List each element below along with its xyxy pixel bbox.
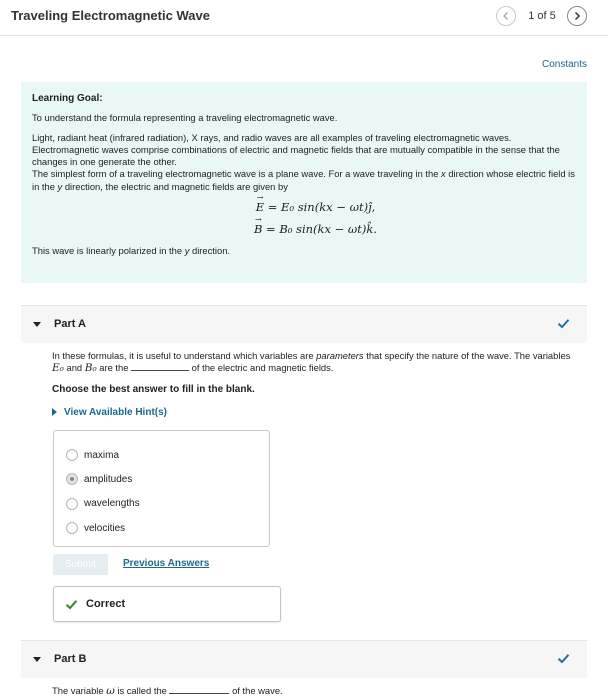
next-item-button[interactable] — [567, 6, 587, 26]
option-label: velocities — [84, 522, 126, 534]
correct-check-icon — [65, 599, 78, 610]
magnetic-field-equation: → B = B₀ sin(kx − ωt)k̂. — [54, 222, 577, 236]
previous-item-button[interactable] — [496, 6, 516, 26]
learning-goal-title: Learning Goal: — [32, 93, 103, 104]
part-b-question: The variable ω is called the of the wave. — [52, 685, 283, 697]
constants-link[interactable]: Constants — [541, 59, 587, 70]
fill-in-blank — [169, 685, 229, 694]
part-a-header[interactable] — [21, 305, 587, 343]
part-b-title: Part B — [54, 653, 87, 665]
part-a-title: Part A — [54, 318, 86, 330]
radio-button[interactable] — [66, 498, 78, 510]
fill-in-blank — [131, 362, 189, 371]
page-title: Traveling Electromagnetic Wave — [11, 8, 210, 23]
previous-answers-link[interactable]: Previous Answers — [123, 558, 210, 569]
expand-triangle-icon — [52, 408, 57, 416]
option-maxima[interactable] — [54, 443, 269, 467]
submit-button[interactable]: Submit — [53, 554, 108, 575]
learning-goal-closing: This wave is linearly polarized in the y direction. — [32, 245, 231, 257]
feedback-correct — [53, 586, 281, 622]
option-velocities[interactable] — [54, 516, 269, 540]
option-wavelengths[interactable] — [54, 492, 269, 516]
checkmark-icon — [557, 318, 570, 329]
radio-button[interactable] — [66, 522, 78, 534]
learning-goal-panel — [21, 82, 587, 283]
checkmark-icon — [557, 653, 570, 664]
learning-goal-para1: Light, radiant heat (infrared radiation), X rays, and radio waves are all examples of traveling electromagnetic waves. Electromagnetic waves comprise combinations of electric and magnetic fields that are mutually compatible in the sense that the changes in one generate the other. — [32, 131, 560, 168]
option-label: maxima — [84, 449, 120, 461]
electric-field-equation: → E = E₀ sin(kx − ωt)ĵ, — [54, 200, 577, 214]
option-amplitudes[interactable] — [54, 467, 269, 491]
instruction-text: Choose the best answer to fill in the blank. — [52, 384, 255, 395]
learning-goal-intro: To understand the formula representing a traveling electromagnetic wave. — [32, 112, 338, 124]
answer-options — [53, 430, 270, 547]
header-bar — [0, 0, 608, 36]
feedback-text: Correct — [86, 598, 126, 610]
radio-button-selected[interactable] — [66, 473, 78, 485]
part-b-header[interactable] — [21, 640, 587, 678]
chevron-left-icon — [501, 11, 511, 21]
part-a-question: In these formulas, it is useful to understand which variables are parameters that specify the nature of the wave. The variables E₀ and B₀ are the of the electric and magnetic fields. — [52, 350, 571, 374]
option-label: wavelengths — [84, 498, 140, 510]
option-label: amplitudes — [84, 473, 133, 485]
chevron-right-icon — [572, 11, 582, 21]
learning-goal-para2: The simplest form of a traveling electromagnetic wave is a plane wave. For a wave traveling in the x direction whose electric field is in the y direction, the electric and magnetic fields are given by — [32, 168, 575, 192]
collapse-caret-icon[interactable] — [33, 322, 41, 327]
view-hints-link[interactable]: View Available Hint(s) — [52, 407, 167, 418]
radio-button[interactable] — [66, 449, 78, 461]
page-counter: 1 of 5 — [528, 10, 556, 22]
collapse-caret-icon[interactable] — [33, 657, 41, 662]
